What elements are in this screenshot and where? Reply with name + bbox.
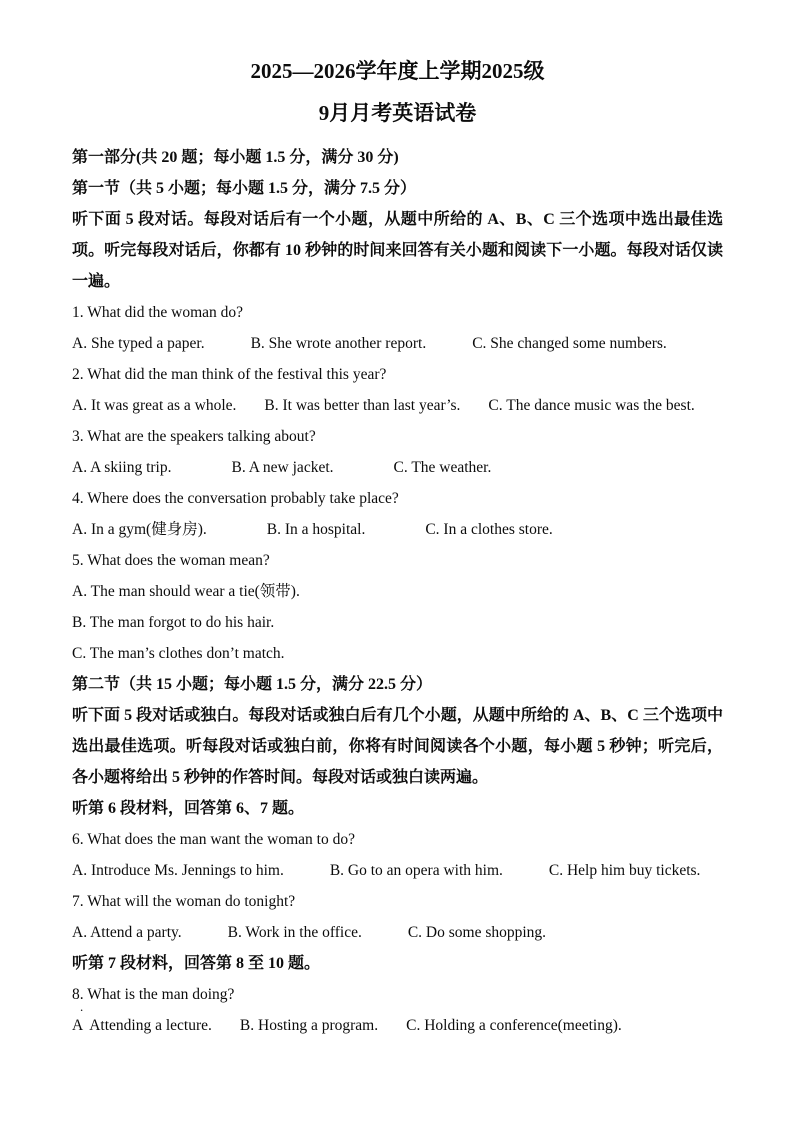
section2-heading: 第二节（共 15 小题；每小题 1.5 分，满分 22.5 分） <box>72 676 433 693</box>
question-7-stem: 7. What will the woman do tonight? <box>72 893 296 910</box>
question-6-option-b: B. Go to an opera with him. <box>329 862 503 879</box>
question-8 <box>72 979 723 1041</box>
question-5-stem: 5. What does the woman mean? <box>72 552 270 569</box>
question-8-stem: 8. What is the man doing? <box>72 986 235 1003</box>
exam-title-line2: 9月月考英语试卷 <box>318 101 477 125</box>
question-5-option-a: A. The man should wear a tie(领带). <box>72 583 300 600</box>
question-2-options <box>72 390 723 421</box>
question-3 <box>72 421 723 483</box>
question-6 <box>72 824 723 886</box>
question-7 <box>72 886 723 948</box>
question-5-option-b: B. The man forgot to do his hair. <box>72 614 275 631</box>
question-4-option-a: A. In a gym(健身房). <box>72 521 207 538</box>
material-heading-8-10: 听第 7 段材料，回答第 8 至 10 题。 <box>72 955 321 972</box>
part1-heading: 第一部分(共 20 题；每小题 1.5 分，满分 30 分) <box>72 149 399 166</box>
question-6-option-c: C. Help him buy tickets. <box>548 862 701 879</box>
question-6-option-a: A. Introduce Ms. Jennings to him. <box>72 862 284 879</box>
question-4-option-c: C. In a clothes store. <box>425 521 553 538</box>
stray-mark: . <box>80 999 84 1014</box>
question-8-option-c: C. Holding a conference(meeting). <box>406 1017 622 1034</box>
question-2-option-a: A. It was great as a whole. <box>72 397 237 414</box>
question-1-option-b: B. She wrote another report. <box>250 335 427 352</box>
question-4 <box>72 483 723 545</box>
question-4-option-b: B. In a hospital. <box>266 521 366 538</box>
question-8-option-a: A Attending a lecture. <box>72 1017 212 1034</box>
question-1-options <box>72 328 723 359</box>
question-5-option-c: C. The man’s clothes don’t match. <box>72 645 285 662</box>
question-8-option-b: B. Hosting a program. <box>239 1017 379 1034</box>
question-5-options <box>72 576 723 669</box>
exam-title-line1: 2025—2026学年度上学期2025级 <box>250 59 545 83</box>
question-7-options <box>72 917 723 948</box>
question-2-stem: 2. What did the man think of the festival this year? <box>72 366 387 383</box>
question-1 <box>72 297 723 359</box>
question-1-option-c: C. She changed some numbers. <box>472 335 667 352</box>
question-3-option-b: B. A new jacket. <box>231 459 334 476</box>
question-4-options <box>72 514 723 545</box>
question-7-option-a: A. Attend a party. <box>72 924 182 941</box>
question-7-option-c: C. Do some shopping. <box>407 924 547 941</box>
question-6-options <box>72 855 723 886</box>
material-heading-6-7: 听第 6 段材料，回答第 6、7 题。 <box>72 800 305 817</box>
question-2-option-c: C. The dance music was the best. <box>488 397 695 414</box>
question-3-stem: 3. What are the speakers talking about? <box>72 428 316 445</box>
question-1-stem: 1. What did the woman do? <box>72 304 244 321</box>
question-4-stem: 4. Where does the conversation probably take place? <box>72 490 399 507</box>
section1-instructions: 听下面 5 段对话。每段对话后有一个小题，从题中所给的 A、B、C 三个选项中选出最佳选项。听完每段对话后，你都有 10 秒钟的时间来回答有关小题和阅读下一小题。每段对话仅读一遍。 <box>72 211 723 290</box>
question-3-option-c: C. The weather. <box>393 459 492 476</box>
exam-body <box>72 142 723 1041</box>
question-5 <box>72 545 723 669</box>
question-3-option-a: A. A skiing trip. <box>72 459 172 476</box>
question-8-options <box>72 1010 723 1041</box>
question-1-option-a: A. She typed a paper. <box>72 335 205 352</box>
question-2 <box>72 359 723 421</box>
section2-instructions: 听下面 5 段对话或独白。每段对话或独白后有几个小题，从题中所给的 A、B、C 三个选项中选出最佳选项。听每段对话或独白前，你将有时间阅读各个小题，每小题 5 秒钟；听完后，各小题将给出 5 秒钟的作答时间。每段对话或独白读两遍。 <box>72 707 723 786</box>
question-7-option-b: B. Work in the office. <box>227 924 362 941</box>
section1-heading: 第一节（共 5 小题；每小题 1.5 分，满分 7.5 分） <box>72 180 417 197</box>
question-6-stem: 6. What does the man want the woman to do? <box>72 831 355 848</box>
question-2-option-b: B. It was better than last year’s. <box>264 397 461 414</box>
question-3-options <box>72 452 723 483</box>
